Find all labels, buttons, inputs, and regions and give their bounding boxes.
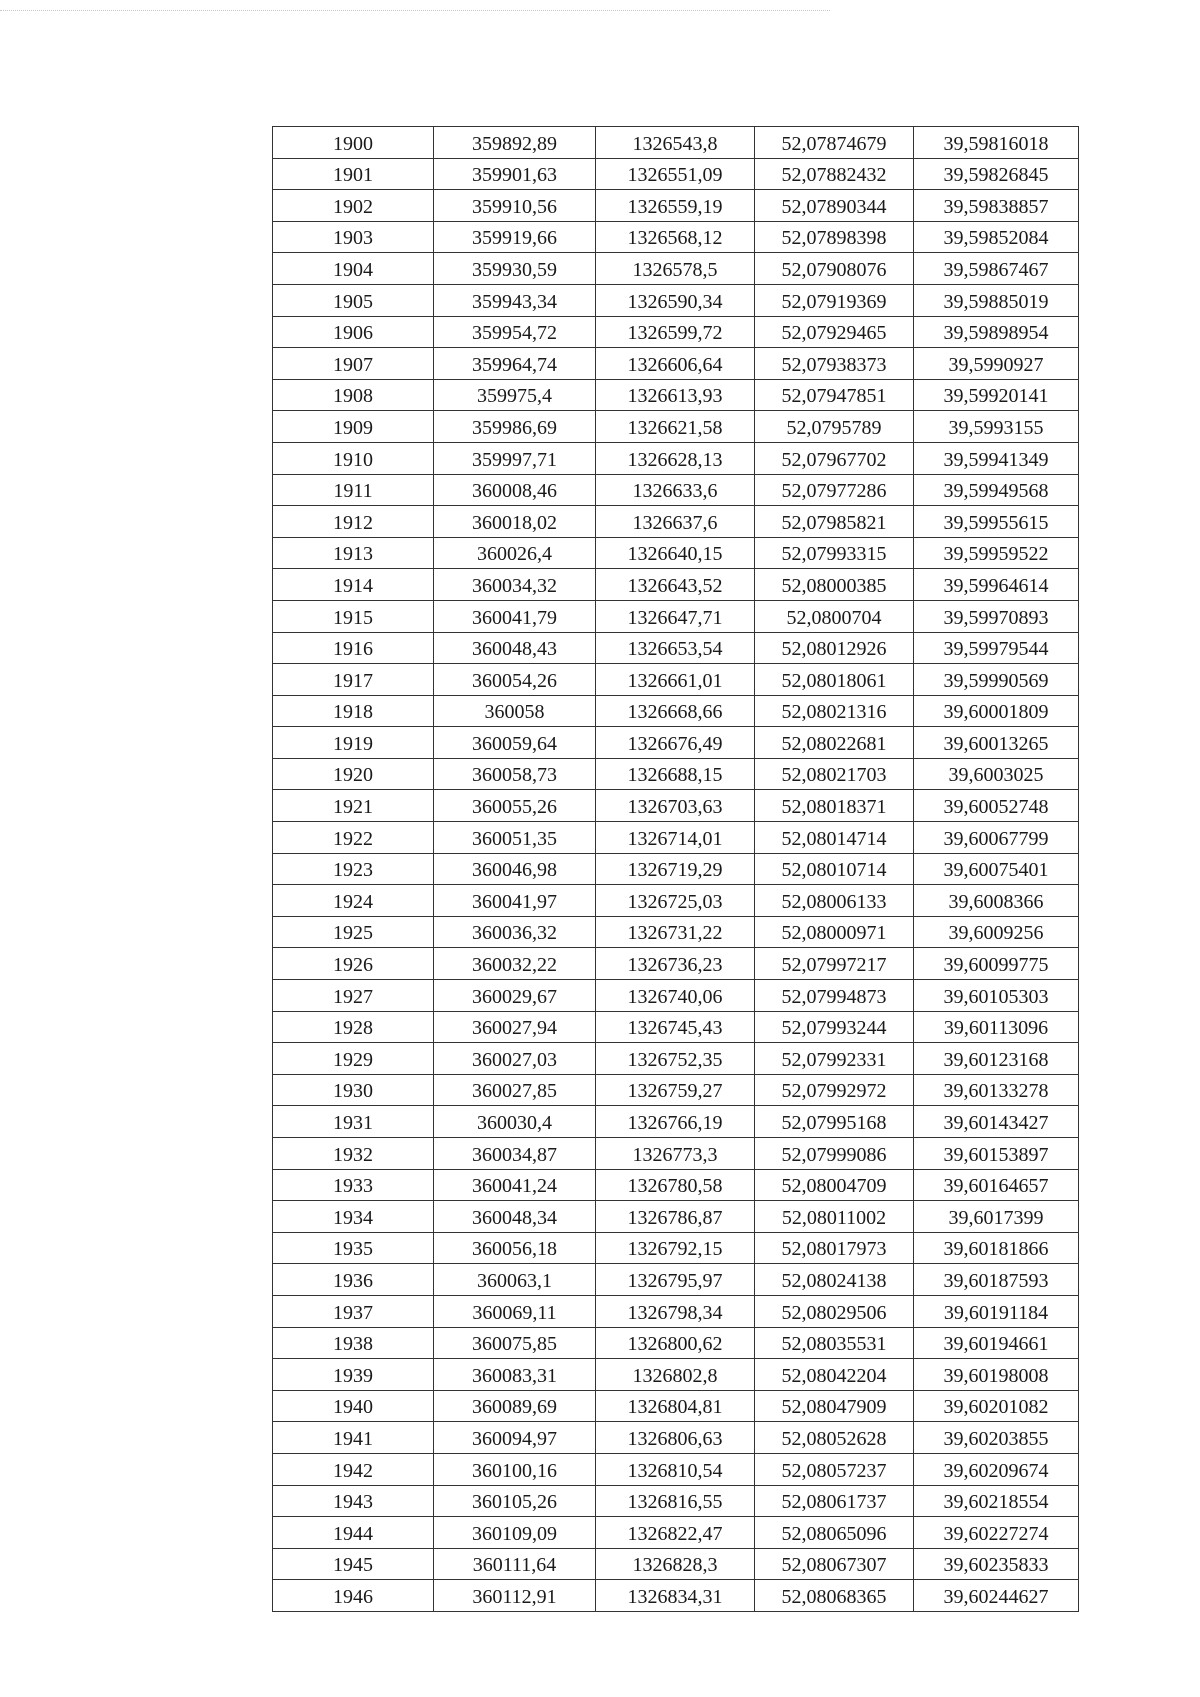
point-number-cell: 1925: [273, 916, 434, 948]
latitude-cell: 52,07977286: [755, 474, 914, 506]
x-coordinate-cell: 359997,71: [434, 442, 596, 474]
point-number-cell: 1931: [273, 1106, 434, 1138]
latitude-cell: 52,07967702: [755, 442, 914, 474]
y-coordinate-cell: 1326766,19: [596, 1106, 755, 1138]
latitude-cell: 52,08014714: [755, 822, 914, 854]
latitude-cell: 52,08067307: [755, 1548, 914, 1580]
table-row: [273, 158, 1079, 190]
latitude-cell: 52,07908076: [755, 253, 914, 285]
longitude-cell: 39,59990569: [914, 664, 1079, 696]
longitude-cell: 39,60198008: [914, 1359, 1079, 1391]
longitude-cell: 39,5990927: [914, 348, 1079, 380]
point-number-cell: 1914: [273, 569, 434, 601]
y-coordinate-cell: 1326688,15: [596, 758, 755, 790]
latitude-cell: 52,07874679: [755, 127, 914, 159]
point-number-cell: 1905: [273, 284, 434, 316]
latitude-cell: 52,08018371: [755, 790, 914, 822]
latitude-cell: 52,07890344: [755, 190, 914, 222]
table-row: [273, 1359, 1079, 1391]
point-number-cell: 1921: [273, 790, 434, 822]
x-coordinate-cell: 360036,32: [434, 916, 596, 948]
table-row: [273, 253, 1079, 285]
y-coordinate-cell: 1326661,01: [596, 664, 755, 696]
table-row: [273, 1138, 1079, 1170]
y-coordinate-cell: 1326795,97: [596, 1264, 755, 1296]
latitude-cell: 52,08065096: [755, 1517, 914, 1549]
point-number-cell: 1926: [273, 948, 434, 980]
latitude-cell: 52,08010714: [755, 853, 914, 885]
latitude-cell: 52,07882432: [755, 158, 914, 190]
x-coordinate-cell: 360111,64: [434, 1548, 596, 1580]
longitude-cell: 39,60153897: [914, 1138, 1079, 1170]
longitude-cell: 39,60187593: [914, 1264, 1079, 1296]
table-row: [273, 853, 1079, 885]
y-coordinate-cell: 1326606,64: [596, 348, 755, 380]
x-coordinate-cell: 360041,24: [434, 1169, 596, 1201]
y-coordinate-cell: 1326633,6: [596, 474, 755, 506]
x-coordinate-cell: 360030,4: [434, 1106, 596, 1138]
table-row: [273, 885, 1079, 917]
point-number-cell: 1939: [273, 1359, 434, 1391]
latitude-cell: 52,08021316: [755, 695, 914, 727]
latitude-cell: 52,08022681: [755, 727, 914, 759]
point-number-cell: 1915: [273, 600, 434, 632]
table-row: [273, 822, 1079, 854]
table-row: [273, 1201, 1079, 1233]
longitude-cell: 39,60218554: [914, 1485, 1079, 1517]
x-coordinate-cell: 360094,97: [434, 1422, 596, 1454]
x-coordinate-cell: 360034,87: [434, 1138, 596, 1170]
longitude-cell: 39,59941349: [914, 442, 1079, 474]
point-number-cell: 1930: [273, 1074, 434, 1106]
table-row: [273, 980, 1079, 1012]
longitude-cell: 39,59838857: [914, 190, 1079, 222]
y-coordinate-cell: 1326759,27: [596, 1074, 755, 1106]
table-row: [273, 1169, 1079, 1201]
latitude-cell: 52,0795789: [755, 411, 914, 443]
point-number-cell: 1904: [273, 253, 434, 285]
point-number-cell: 1929: [273, 1043, 434, 1075]
table-body: [273, 127, 1079, 1612]
table-row: [273, 1106, 1079, 1138]
y-coordinate-cell: 1326802,8: [596, 1359, 755, 1391]
table-row: [273, 664, 1079, 696]
point-number-cell: 1917: [273, 664, 434, 696]
point-number-cell: 1900: [273, 127, 434, 159]
longitude-cell: 39,59964614: [914, 569, 1079, 601]
latitude-cell: 52,07994873: [755, 980, 914, 1012]
table-row: [273, 537, 1079, 569]
y-coordinate-cell: 1326640,15: [596, 537, 755, 569]
table-row: [273, 1548, 1079, 1580]
y-coordinate-cell: 1326719,29: [596, 853, 755, 885]
point-number-cell: 1946: [273, 1580, 434, 1612]
x-coordinate-cell: 359901,63: [434, 158, 596, 190]
latitude-cell: 52,08068365: [755, 1580, 914, 1612]
table-row: [273, 190, 1079, 222]
longitude-cell: 39,59949568: [914, 474, 1079, 506]
y-coordinate-cell: 1326647,71: [596, 600, 755, 632]
point-number-cell: 1923: [273, 853, 434, 885]
y-coordinate-cell: 1326578,5: [596, 253, 755, 285]
latitude-cell: 52,08000971: [755, 916, 914, 948]
point-number-cell: 1941: [273, 1422, 434, 1454]
x-coordinate-cell: 360054,26: [434, 664, 596, 696]
y-coordinate-cell: 1326668,66: [596, 695, 755, 727]
latitude-cell: 52,08006133: [755, 885, 914, 917]
point-number-cell: 1920: [273, 758, 434, 790]
longitude-cell: 39,60123168: [914, 1043, 1079, 1075]
longitude-cell: 39,60194661: [914, 1327, 1079, 1359]
point-number-cell: 1910: [273, 442, 434, 474]
x-coordinate-cell: 360089,69: [434, 1390, 596, 1422]
x-coordinate-cell: 360056,18: [434, 1232, 596, 1264]
x-coordinate-cell: 360100,16: [434, 1453, 596, 1485]
point-number-cell: 1907: [273, 348, 434, 380]
y-coordinate-cell: 1326621,58: [596, 411, 755, 443]
table-row: [273, 1390, 1079, 1422]
point-number-cell: 1933: [273, 1169, 434, 1201]
point-number-cell: 1922: [273, 822, 434, 854]
table-row: [273, 221, 1079, 253]
y-coordinate-cell: 1326804,81: [596, 1390, 755, 1422]
x-coordinate-cell: 360109,09: [434, 1517, 596, 1549]
table-row: [273, 569, 1079, 601]
x-coordinate-cell: 360032,22: [434, 948, 596, 980]
latitude-cell: 52,08012926: [755, 632, 914, 664]
latitude-cell: 52,08004709: [755, 1169, 914, 1201]
x-coordinate-cell: 360048,43: [434, 632, 596, 664]
x-coordinate-cell: 359986,69: [434, 411, 596, 443]
x-coordinate-cell: 360048,34: [434, 1201, 596, 1233]
y-coordinate-cell: 1326637,6: [596, 506, 755, 538]
longitude-cell: 39,6017399: [914, 1201, 1079, 1233]
x-coordinate-cell: 360051,35: [434, 822, 596, 854]
point-number-cell: 1908: [273, 379, 434, 411]
latitude-cell: 52,07947851: [755, 379, 914, 411]
longitude-cell: 39,59898954: [914, 316, 1079, 348]
point-number-cell: 1938: [273, 1327, 434, 1359]
table-row: [273, 758, 1079, 790]
longitude-cell: 39,60052748: [914, 790, 1079, 822]
y-coordinate-cell: 1326798,34: [596, 1295, 755, 1327]
latitude-cell: 52,08061737: [755, 1485, 914, 1517]
table-row: [273, 474, 1079, 506]
table-row: [273, 1232, 1079, 1264]
y-coordinate-cell: 1326568,12: [596, 221, 755, 253]
table-row: [273, 1295, 1079, 1327]
latitude-cell: 52,07995168: [755, 1106, 914, 1138]
latitude-cell: 52,08011002: [755, 1201, 914, 1233]
longitude-cell: 39,59955615: [914, 506, 1079, 538]
point-number-cell: 1902: [273, 190, 434, 222]
longitude-cell: 39,6003025: [914, 758, 1079, 790]
table-row: [273, 348, 1079, 380]
y-coordinate-cell: 1326653,54: [596, 632, 755, 664]
point-number-cell: 1901: [273, 158, 434, 190]
longitude-cell: 39,59826845: [914, 158, 1079, 190]
x-coordinate-cell: 359930,59: [434, 253, 596, 285]
longitude-cell: 39,60203855: [914, 1422, 1079, 1454]
x-coordinate-cell: 360058: [434, 695, 596, 727]
table-row: [273, 1422, 1079, 1454]
point-number-cell: 1913: [273, 537, 434, 569]
latitude-cell: 52,07985821: [755, 506, 914, 538]
y-coordinate-cell: 1326792,15: [596, 1232, 755, 1264]
longitude-cell: 39,60235833: [914, 1548, 1079, 1580]
x-coordinate-cell: 360027,94: [434, 1011, 596, 1043]
table-row: [273, 1264, 1079, 1296]
longitude-cell: 39,59959522: [914, 537, 1079, 569]
x-coordinate-cell: 360055,26: [434, 790, 596, 822]
longitude-cell: 39,60164657: [914, 1169, 1079, 1201]
longitude-cell: 39,60244627: [914, 1580, 1079, 1612]
table-row: [273, 1580, 1079, 1612]
point-number-cell: 1927: [273, 980, 434, 1012]
x-coordinate-cell: 360027,03: [434, 1043, 596, 1075]
y-coordinate-cell: 1326810,54: [596, 1453, 755, 1485]
latitude-cell: 52,07992972: [755, 1074, 914, 1106]
y-coordinate-cell: 1326676,49: [596, 727, 755, 759]
y-coordinate-cell: 1326628,13: [596, 442, 755, 474]
x-coordinate-cell: 360041,79: [434, 600, 596, 632]
longitude-cell: 39,60181866: [914, 1232, 1079, 1264]
x-coordinate-cell: 359975,4: [434, 379, 596, 411]
longitude-cell: 39,60209674: [914, 1453, 1079, 1485]
latitude-cell: 52,0800704: [755, 600, 914, 632]
point-number-cell: 1943: [273, 1485, 434, 1517]
longitude-cell: 39,60227274: [914, 1517, 1079, 1549]
longitude-cell: 39,60001809: [914, 695, 1079, 727]
point-number-cell: 1903: [273, 221, 434, 253]
point-number-cell: 1916: [273, 632, 434, 664]
latitude-cell: 52,08000385: [755, 569, 914, 601]
point-number-cell: 1937: [273, 1295, 434, 1327]
y-coordinate-cell: 1326740,06: [596, 980, 755, 1012]
latitude-cell: 52,08057237: [755, 1453, 914, 1485]
table-row: [273, 284, 1079, 316]
x-coordinate-cell: 359910,56: [434, 190, 596, 222]
point-number-cell: 1932: [273, 1138, 434, 1170]
latitude-cell: 52,07938373: [755, 348, 914, 380]
table-row: [273, 632, 1079, 664]
x-coordinate-cell: 359943,34: [434, 284, 596, 316]
y-coordinate-cell: 1326599,72: [596, 316, 755, 348]
longitude-cell: 39,60143427: [914, 1106, 1079, 1138]
point-number-cell: 1912: [273, 506, 434, 538]
latitude-cell: 52,07999086: [755, 1138, 914, 1170]
latitude-cell: 52,07898398: [755, 221, 914, 253]
table-row: [273, 506, 1079, 538]
longitude-cell: 39,59970893: [914, 600, 1079, 632]
longitude-cell: 39,60013265: [914, 727, 1079, 759]
y-coordinate-cell: 1326834,31: [596, 1580, 755, 1612]
table-row: [273, 379, 1079, 411]
longitude-cell: 39,60113096: [914, 1011, 1079, 1043]
longitude-cell: 39,59979544: [914, 632, 1079, 664]
table-row: [273, 1517, 1079, 1549]
latitude-cell: 52,08047909: [755, 1390, 914, 1422]
latitude-cell: 52,08024138: [755, 1264, 914, 1296]
x-coordinate-cell: 360046,98: [434, 853, 596, 885]
latitude-cell: 52,07993315: [755, 537, 914, 569]
x-coordinate-cell: 360105,26: [434, 1485, 596, 1517]
y-coordinate-cell: 1326773,3: [596, 1138, 755, 1170]
longitude-cell: 39,60201082: [914, 1390, 1079, 1422]
x-coordinate-cell: 359954,72: [434, 316, 596, 348]
y-coordinate-cell: 1326559,19: [596, 190, 755, 222]
x-coordinate-cell: 360083,31: [434, 1359, 596, 1391]
point-number-cell: 1935: [273, 1232, 434, 1264]
latitude-cell: 52,07992331: [755, 1043, 914, 1075]
point-number-cell: 1945: [273, 1548, 434, 1580]
longitude-cell: 39,59816018: [914, 127, 1079, 159]
latitude-cell: 52,07993244: [755, 1011, 914, 1043]
point-number-cell: 1928: [273, 1011, 434, 1043]
y-coordinate-cell: 1326745,43: [596, 1011, 755, 1043]
y-coordinate-cell: 1326590,34: [596, 284, 755, 316]
x-coordinate-cell: 360029,67: [434, 980, 596, 1012]
longitude-cell: 39,60075401: [914, 853, 1079, 885]
latitude-cell: 52,08018061: [755, 664, 914, 696]
x-coordinate-cell: 360112,91: [434, 1580, 596, 1612]
y-coordinate-cell: 1326828,3: [596, 1548, 755, 1580]
x-coordinate-cell: 360018,02: [434, 506, 596, 538]
coordinates-table-container: [272, 126, 1079, 1612]
point-number-cell: 1919: [273, 727, 434, 759]
x-coordinate-cell: 360075,85: [434, 1327, 596, 1359]
point-number-cell: 1906: [273, 316, 434, 348]
table-row: [273, 127, 1079, 159]
table-row: [273, 411, 1079, 443]
table-row: [273, 442, 1079, 474]
table-row: [273, 316, 1079, 348]
table-row: [273, 790, 1079, 822]
point-number-cell: 1918: [273, 695, 434, 727]
latitude-cell: 52,08042204: [755, 1359, 914, 1391]
latitude-cell: 52,07929465: [755, 316, 914, 348]
longitude-cell: 39,59920141: [914, 379, 1079, 411]
x-coordinate-cell: 360041,97: [434, 885, 596, 917]
point-number-cell: 1934: [273, 1201, 434, 1233]
latitude-cell: 52,08029506: [755, 1295, 914, 1327]
latitude-cell: 52,08035531: [755, 1327, 914, 1359]
y-coordinate-cell: 1326800,62: [596, 1327, 755, 1359]
y-coordinate-cell: 1326703,63: [596, 790, 755, 822]
point-number-cell: 1940: [273, 1390, 434, 1422]
x-coordinate-cell: 360026,4: [434, 537, 596, 569]
scan-edge-line: [0, 10, 830, 11]
point-number-cell: 1936: [273, 1264, 434, 1296]
y-coordinate-cell: 1326731,22: [596, 916, 755, 948]
table-row: [273, 1485, 1079, 1517]
x-coordinate-cell: 360027,85: [434, 1074, 596, 1106]
table-row: [273, 1453, 1079, 1485]
table-row: [273, 1043, 1079, 1075]
longitude-cell: 39,6009256: [914, 916, 1079, 948]
table-row: [273, 916, 1079, 948]
table-row: [273, 948, 1079, 980]
point-number-cell: 1944: [273, 1517, 434, 1549]
x-coordinate-cell: 360034,32: [434, 569, 596, 601]
longitude-cell: 39,6008366: [914, 885, 1079, 917]
longitude-cell: 39,5993155: [914, 411, 1079, 443]
x-coordinate-cell: 360069,11: [434, 1295, 596, 1327]
y-coordinate-cell: 1326816,55: [596, 1485, 755, 1517]
x-coordinate-cell: 359964,74: [434, 348, 596, 380]
x-coordinate-cell: 360063,1: [434, 1264, 596, 1296]
table-row: [273, 727, 1079, 759]
y-coordinate-cell: 1326613,93: [596, 379, 755, 411]
latitude-cell: 52,07919369: [755, 284, 914, 316]
y-coordinate-cell: 1326714,01: [596, 822, 755, 854]
longitude-cell: 39,60105303: [914, 980, 1079, 1012]
table-row: [273, 695, 1079, 727]
x-coordinate-cell: 360059,64: [434, 727, 596, 759]
longitude-cell: 39,60067799: [914, 822, 1079, 854]
x-coordinate-cell: 360008,46: [434, 474, 596, 506]
table-row: [273, 1011, 1079, 1043]
y-coordinate-cell: 1326643,52: [596, 569, 755, 601]
y-coordinate-cell: 1326752,35: [596, 1043, 755, 1075]
longitude-cell: 39,59852084: [914, 221, 1079, 253]
y-coordinate-cell: 1326551,09: [596, 158, 755, 190]
latitude-cell: 52,08021703: [755, 758, 914, 790]
y-coordinate-cell: 1326543,8: [596, 127, 755, 159]
longitude-cell: 39,59885019: [914, 284, 1079, 316]
latitude-cell: 52,08017973: [755, 1232, 914, 1264]
y-coordinate-cell: 1326780,58: [596, 1169, 755, 1201]
coordinates-table: [272, 126, 1079, 1612]
x-coordinate-cell: 359919,66: [434, 221, 596, 253]
point-number-cell: 1924: [273, 885, 434, 917]
latitude-cell: 52,08052628: [755, 1422, 914, 1454]
y-coordinate-cell: 1326786,87: [596, 1201, 755, 1233]
point-number-cell: 1909: [273, 411, 434, 443]
y-coordinate-cell: 1326725,03: [596, 885, 755, 917]
table-row: [273, 600, 1079, 632]
longitude-cell: 39,60099775: [914, 948, 1079, 980]
latitude-cell: 52,07997217: [755, 948, 914, 980]
y-coordinate-cell: 1326806,63: [596, 1422, 755, 1454]
point-number-cell: 1911: [273, 474, 434, 506]
longitude-cell: 39,60191184: [914, 1295, 1079, 1327]
longitude-cell: 39,59867467: [914, 253, 1079, 285]
x-coordinate-cell: 360058,73: [434, 758, 596, 790]
table-row: [273, 1327, 1079, 1359]
longitude-cell: 39,60133278: [914, 1074, 1079, 1106]
y-coordinate-cell: 1326736,23: [596, 948, 755, 980]
x-coordinate-cell: 359892,89: [434, 127, 596, 159]
y-coordinate-cell: 1326822,47: [596, 1517, 755, 1549]
point-number-cell: 1942: [273, 1453, 434, 1485]
table-row: [273, 1074, 1079, 1106]
